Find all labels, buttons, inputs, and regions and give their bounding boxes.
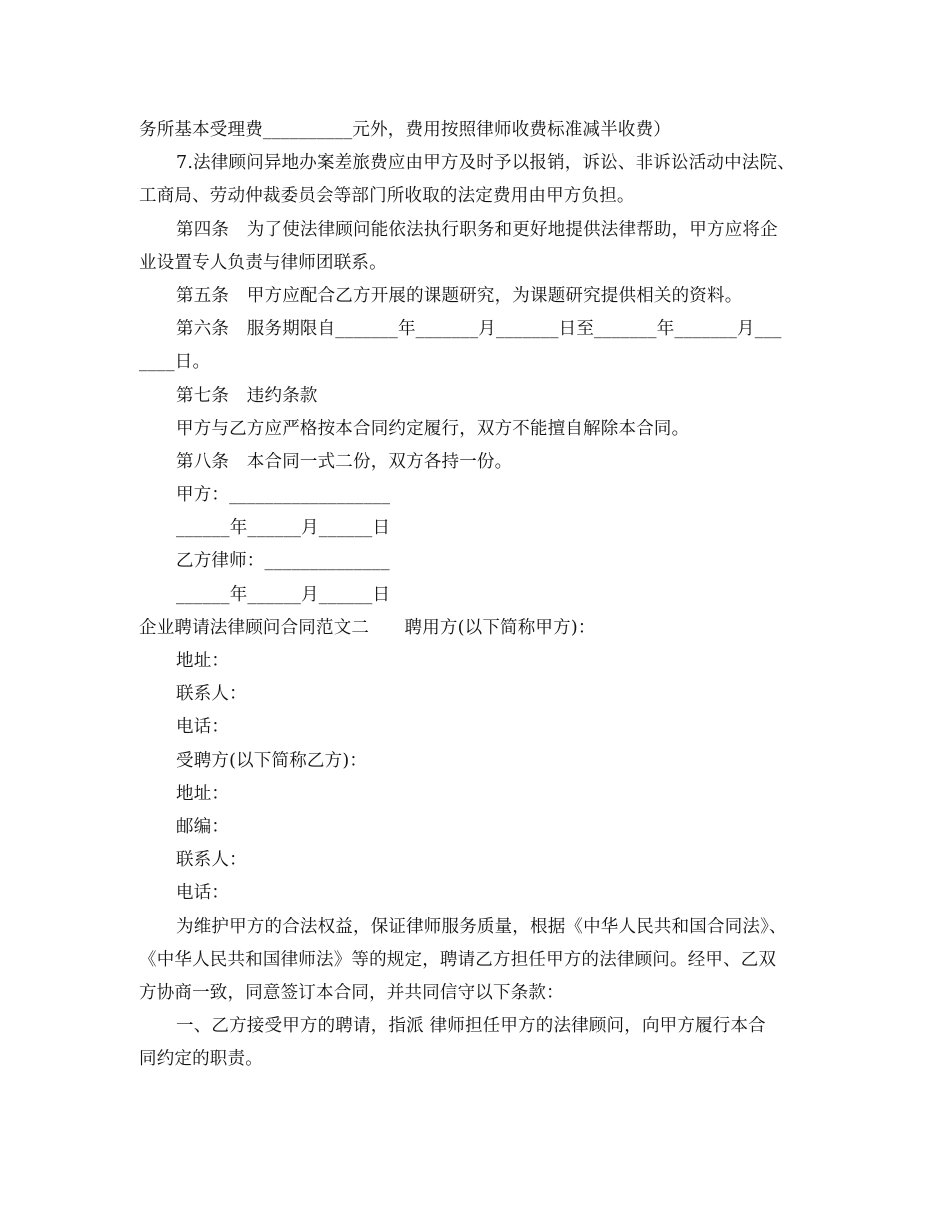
text-line: 企业聘请法律顾问合同范文二 聘用方(以下简称甲方)： [139, 617, 596, 638]
text-line: 地址： [176, 651, 230, 671]
text-line: 同约定的职责。 [139, 1049, 263, 1070]
text-line: 业设置专人负责与律师团联系。 [139, 252, 387, 273]
text-line: 邮编： [176, 816, 230, 837]
text-line: 工商局、劳动仲裁委员会等部门所收取的法定费用由甲方负担。 [139, 186, 635, 207]
text-line: 第六条 服务期限自_______年_______月_______日至_______年_______月___ [176, 319, 782, 340]
text-line: 甲方与乙方应严格按本合同约定履行，双方不能擅自解除本合同。 [176, 418, 690, 439]
text-line: 第八条 本合同一式二份，双方各持一份。 [176, 451, 513, 472]
text-line: 联系人： [176, 684, 247, 705]
text-line: ______年______月______日 [176, 518, 391, 539]
document-body [139, 114, 819, 1076]
text-line: 一、乙方接受甲方的聘请，指派 律师担任甲方的法律顾问，向甲方履行本合 [176, 1016, 766, 1037]
text-lines [139, 114, 819, 1076]
text-line: ____日。 [139, 352, 211, 373]
text-line: 受聘方(以下简称乙方)： [176, 750, 368, 771]
text-line: 务所基本受理费__________元外，费用按照律师收费标准减半收费） [139, 120, 671, 140]
text-line: 方协商一致，同意签订本合同，并共同信守以下条款： [139, 982, 564, 1003]
text-line: 《中华人民共和国律师法》等的规定，聘请乙方担任甲方的法律顾问。经甲、乙双 [139, 949, 777, 970]
text-line: 7.法律顾问异地办案差旅费应由甲方及时予以报销，诉讼、非诉讼活动中法院、 [176, 153, 795, 174]
text-line: 电话： [176, 883, 230, 904]
text-line: 为维护甲方的合法权益，保证律师服务质量，根据《中华人民共和国合同法》、 [176, 916, 787, 937]
text-line: 乙方律师：______________ [176, 551, 390, 572]
text-line: 第七条 违约条款 [176, 385, 318, 406]
text-line: 第五条 甲方应配合乙方开展的课题研究，为课题研究提供相关的资料。 [176, 285, 743, 306]
text-line: 第四条 为了使法律顾问能依法执行职务和更好地提供法律帮助，甲方应将企 [176, 219, 778, 240]
text-line: 地址： [176, 783, 230, 804]
text-line: 电话： [176, 717, 230, 738]
text-line: 联系人： [176, 850, 247, 871]
text-line: 甲方：__________________ [176, 485, 391, 506]
text-line: ______年______月______日 [176, 584, 391, 605]
